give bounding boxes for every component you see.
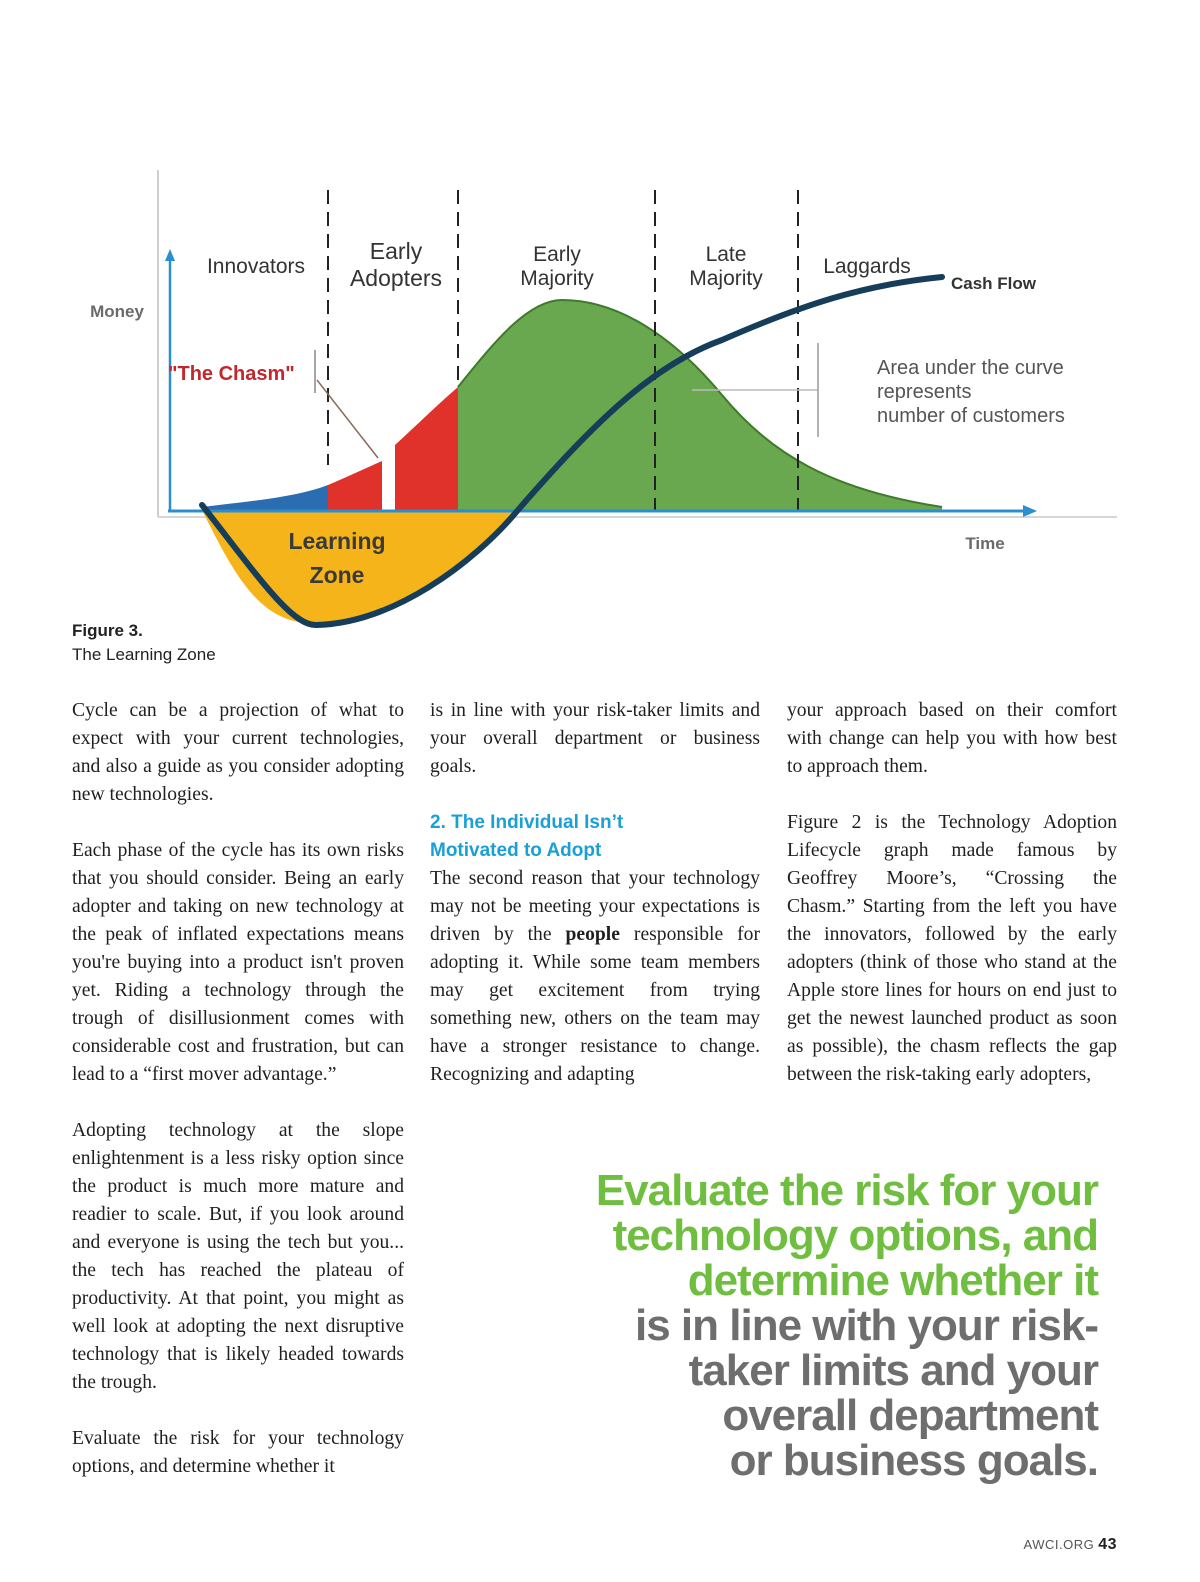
chasm-area-left [328, 461, 382, 510]
area-note-3: number of customers [877, 405, 1065, 427]
emphasis-people: people [565, 924, 620, 945]
figure-caption [72, 619, 216, 667]
text-column-1 [72, 697, 404, 1509]
label-early-adopters-2: Adopters [349, 265, 443, 291]
pull-quote [538, 1168, 1098, 1483]
figure-number: Figure 3. [72, 621, 143, 640]
label-laggards: Laggards [823, 255, 911, 278]
pull-quote-line: overall department [722, 1391, 1098, 1440]
innovators-area [202, 485, 328, 510]
paragraph: your approach based on their comfort with change can help you with how best to approach them. [787, 700, 1117, 777]
pull-quote-line: determine whether it [687, 1256, 1098, 1305]
chasm-pointer-line [317, 380, 378, 458]
paragraph: is in line with your risk-taker limits and your overall department or business goals. [430, 700, 760, 777]
y-axis-label: Money [90, 302, 144, 321]
paragraph: Evaluate the risk for your technology options, and determine whether it [72, 1428, 404, 1477]
label-late-majority-2: Majority [689, 267, 763, 290]
page-number: 43 [1098, 1536, 1117, 1553]
learning-zone-label-1: Learning [288, 528, 386, 554]
cash-flow-label: Cash Flow [951, 274, 1037, 293]
paragraph: Each phase of the cycle has its own risks that you should consider. Being an early adopter and taking on new technology at the peak of inflated expectations means you're buying into a product isn't proven yet. Riding a technology through the trough of disillusionment comes with considerable cost and frustration, but can lead to a “first mover advantage.” [72, 840, 404, 1085]
paragraph [430, 865, 760, 1089]
learning-zone-figure [72, 165, 1132, 635]
section-heading-line-2: Motivated to Adopt [430, 840, 602, 861]
section-heading-line-1: 2. The Individual Isn’t [430, 812, 624, 833]
pull-quote-line: taker limits and your [688, 1346, 1098, 1395]
paragraph: Cycle can be a projection of what to expect with your current technologies, and also a guide as you consider adopting new technologies. [72, 700, 404, 805]
figure-title: The Learning Zone [72, 645, 216, 664]
label-early-majority-2: Majority [520, 267, 594, 290]
y-axis-arrow [165, 249, 175, 261]
page-footer [1024, 1536, 1117, 1554]
majority-bell-area [458, 300, 942, 510]
pull-quote-line: technology options, and [612, 1211, 1098, 1260]
pull-quote-line: or business goals. [729, 1436, 1098, 1485]
label-early-adopters-1: Early [369, 238, 423, 264]
label-innovators: Innovators [206, 255, 306, 278]
text-column-3 [787, 697, 1117, 1117]
area-note-1: Area under the curve [877, 357, 1064, 379]
text-column-2 [430, 697, 760, 1117]
label-late-majority-1: Late [705, 243, 747, 266]
early-adopters-area [395, 387, 458, 510]
x-axis-arrow [1023, 505, 1037, 517]
chasm-label: "The Chasm" [168, 363, 295, 385]
adoption-lifecycle-chart [72, 165, 1132, 635]
learning-zone-label-2: Zone [309, 562, 365, 588]
text-run: The second reason that your technology may not be meeting your expectations is driven by the [430, 868, 760, 945]
x-axis-label: Time [965, 534, 1005, 553]
pull-quote-line: is in line with your risk- [635, 1301, 1098, 1350]
paragraph: Adopting technology at the slope enlightenment is a less risky option since the product is much more mature and readier to scale. But, if you look around and everyone is using the tech but you... the tech has reached the plateau of productivity. At that point, you might as well look at adopting the next disruptive technology that is likely headed towards the trough. [72, 1120, 404, 1393]
site-name[interactable]: AWCI.ORG [1023, 1537, 1095, 1552]
paragraph: Figure 2 is the Technology Adoption Lifecycle graph made famous by Geoffrey Moore’s, “Crossing the Chasm.” Starting from the left you have the innovators, followed by the early adopters (think of those who stand at the Apple store lines for hours on end just to get the newest launched product as soon as possible), the chasm reflects the gap between the risk-taking early adopters, [787, 812, 1117, 1085]
area-note-2: represents [877, 381, 972, 403]
pull-quote-line: Evaluate the risk for your [595, 1166, 1098, 1215]
text-run: responsible for adopting it. While some team members may get excitement from trying something new, others on the team may have a stronger resistance to change. Recognizing and adapting [430, 924, 760, 1085]
label-early-majority-1: Early [533, 243, 581, 266]
